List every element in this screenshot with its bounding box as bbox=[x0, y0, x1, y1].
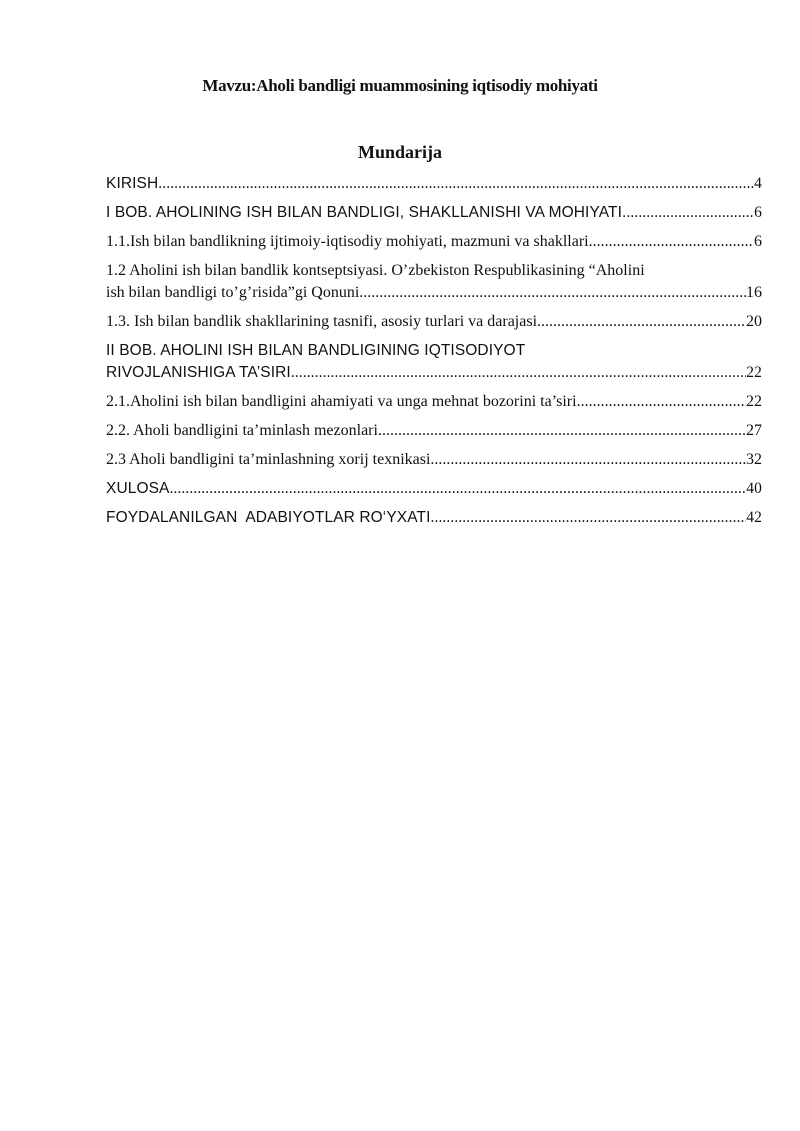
table-of-contents bbox=[106, 173, 762, 536]
toc-entry-text: I BOB. AHOLINING ISH BILAN BANDLIGI, SHAKLLANISHI VA MOHIYATI. bbox=[106, 204, 627, 221]
toc-leader-dots bbox=[577, 391, 746, 413]
toc-entry-page: 22 bbox=[746, 364, 762, 381]
toc-entry-chapter-2[interactable] bbox=[106, 340, 762, 384]
toc-leader-dots bbox=[589, 231, 754, 253]
toc-leader-dots bbox=[359, 282, 746, 304]
toc-leader-dots bbox=[430, 449, 746, 471]
toc-entry-section-1-3[interactable] bbox=[106, 311, 762, 333]
toc-entry-page: 6 bbox=[754, 204, 762, 221]
toc-entry-page: 27 bbox=[746, 422, 762, 439]
toc-entry-text-line1: II BOB. AHOLINI ISH BILAN BANDLIGINING IQTISODIYOT bbox=[106, 342, 526, 359]
toc-heading: Mundarija bbox=[357, 142, 442, 162]
toc-leader-dots bbox=[170, 478, 747, 500]
toc-entry-page: 22 bbox=[746, 393, 762, 410]
toc-entry-section-2-2[interactable] bbox=[106, 420, 762, 442]
toc-entry-page: 32 bbox=[746, 451, 762, 468]
toc-entry-section-1-1[interactable] bbox=[106, 231, 762, 253]
toc-entry-section-1-2[interactable] bbox=[106, 260, 762, 304]
toc-entry-text: 1.3. Ish bilan bandlik shakllarining tasnifi, asosiy turlari va darajasi bbox=[106, 313, 538, 330]
toc-entry-kirish[interactable] bbox=[106, 173, 762, 195]
toc-entry-section-2-1[interactable] bbox=[106, 391, 762, 413]
toc-entry-text: XULOSA bbox=[106, 480, 170, 497]
toc-entry-xulosa[interactable] bbox=[106, 478, 762, 500]
toc-leader-dots bbox=[537, 311, 746, 333]
toc-entry-text: 2.3 Aholi bandligini ta’minlashning xorij texnikasi bbox=[106, 451, 431, 468]
toc-entry-text: 2.2. Aholi bandligini ta’minlash mezonlari bbox=[106, 422, 378, 439]
page-title: Mavzu:Aholi bandligi muammosining iqtisodiy mohiyati bbox=[202, 76, 598, 95]
toc-entry-text-line1: 1.2 Aholini ish bilan bandlik kontseptsiyasi. O’zbekiston Respublikasining “Aholini bbox=[106, 262, 645, 279]
toc-entry-bibliography[interactable] bbox=[106, 507, 762, 529]
toc-entry-page: 40 bbox=[746, 480, 762, 497]
toc-leader-dots bbox=[378, 420, 746, 442]
toc-entry-page: 42 bbox=[746, 509, 762, 526]
toc-leader-dots bbox=[626, 202, 754, 224]
toc-entry-chapter-1[interactable] bbox=[106, 202, 762, 224]
toc-entry-page: 20 bbox=[746, 313, 762, 330]
toc-entry-page: 4 bbox=[754, 175, 762, 192]
toc-entry-page: 16 bbox=[746, 284, 762, 301]
toc-entry-page: 6 bbox=[754, 233, 762, 250]
toc-entry-text: FOYDALANILGAN ADABIYOTLAR RO‘YXATI bbox=[106, 509, 431, 526]
toc-entry-text: RIVOJLANISHIGA TA’SIRI bbox=[106, 364, 291, 381]
toc-entry-text: ish bilan bandligi to’g’risida”gi Qonuni bbox=[106, 284, 360, 301]
toc-leader-dots bbox=[291, 362, 746, 384]
toc-entry-section-2-3[interactable] bbox=[106, 449, 762, 471]
toc-leader-dots bbox=[158, 173, 754, 195]
toc-entry-text: KIRISH bbox=[106, 175, 159, 192]
toc-entry-text: 2.1.Aholini ish bilan bandligini ahamiyati va unga mehnat bozorini ta’siri bbox=[106, 393, 577, 410]
toc-leader-dots bbox=[431, 507, 747, 529]
toc-entry-text: 1.1.Ish bilan bandlikning ijtimoiy-iqtisodiy mohiyati, mazmuni va shakllari bbox=[106, 233, 589, 250]
